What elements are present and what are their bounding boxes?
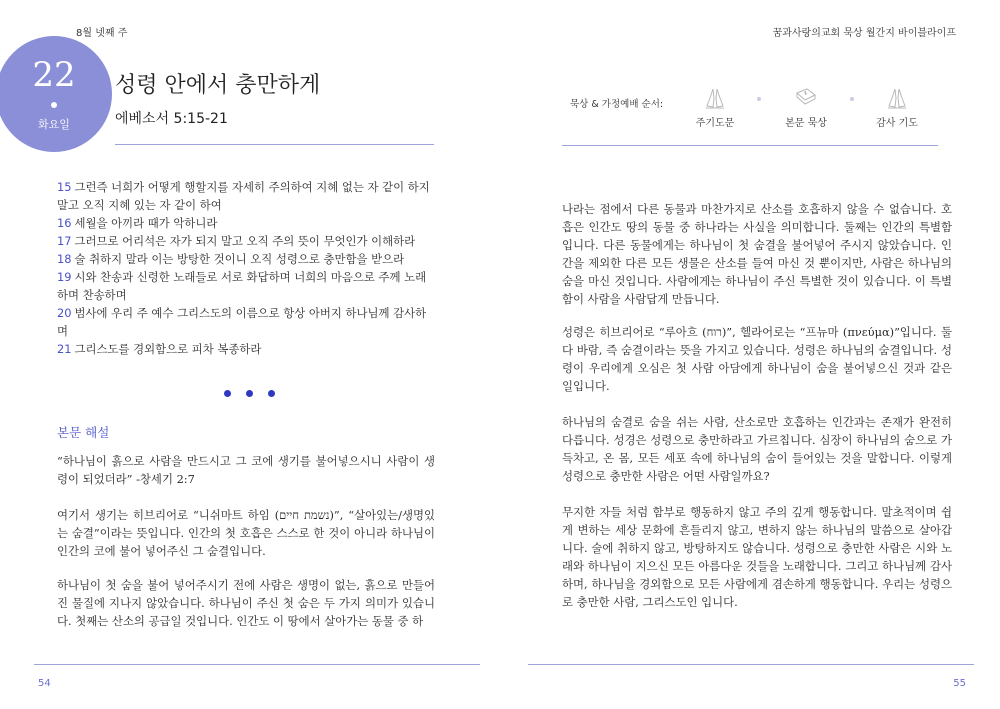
ornament-dot: [246, 390, 253, 397]
verse-number: 18: [57, 252, 72, 266]
praying-hands-icon: [702, 86, 728, 110]
title-divider: [115, 144, 434, 145]
page-title: 성령 안에서 충만하게: [115, 73, 321, 98]
commentary-paragraph: 하나님이 첫 숨을 불어 넣어주시기 전에 사람은 생명이 없는, 흙으로 만들어진 물질에 지나지 않았습니다. 하나님이 주신 첫 숨은 두 가지 의미가 있습니다. 첫째는 산소의 공급일 것입니다. 인간도 이 땅에서 살아가는 동물 중 하: [57, 578, 435, 628]
verse: [57, 214, 435, 232]
bible-icon: [793, 86, 819, 110]
date-badge: [0, 36, 112, 152]
section-ornament: [222, 390, 282, 400]
verse-number: 21: [57, 342, 72, 356]
running-header-left: 8월 넷째 주: [76, 28, 128, 39]
worship-order-label: 묵상 & 가정예배 순서:: [570, 99, 664, 110]
verse-text: 그러므로 어리석은 자가 되지 말고 오직 주의 뜻이 무엇인가 이해하라: [74, 234, 416, 248]
verse-number: 15: [57, 180, 72, 194]
verse: [57, 304, 435, 340]
commentary-paragraph: 무지한 자들 처럼 함부로 행동하지 않고 주의 깊게 행동합니다. 말초적이며 쉽게 변하는 세상 문화에 흔들리지 않고, 변하지 않는 하나님의 말씀으로 살아갑니다. 술에 취하지 않고, 방탕하지도 않습니다. 성령으로 충만한 사람은 시와 노래와 하나님이 지으신 모든 아름다운 것들을 노래합니다. 그리고 하나님께 감사하며, 하나님을 경외함으로 모든 사람에게 겸손하게 행동합니다. 우리는 성령으로 충만한 사람, 그리스도인 입니다.: [562, 505, 952, 609]
date-weekday: 화요일: [38, 118, 70, 131]
scripture-reference: 에베소서 5:15-21: [115, 111, 228, 127]
verse-number: 16: [57, 216, 72, 230]
verse-text: 범사에 우리 주 예수 그리스도의 이름으로 항상 아버지 하나님께 감사하며: [57, 306, 427, 338]
verse-number: 17: [57, 234, 72, 248]
verse-text: 세월을 아끼라 때가 악하니라: [74, 216, 218, 230]
worship-order-divider: [562, 145, 938, 146]
verse-text: 그런즉 너희가 어떻게 행할지를 자세히 주의하여 지혜 없는 자 같이 하지 말고 오직 지혜 있는 자 같이 하여: [57, 180, 430, 212]
worship-step-separator: [757, 97, 761, 101]
verse: [57, 178, 435, 214]
running-header-right: 꿈과사랑의교회 묵상 월간지 바이블라이프: [772, 28, 956, 39]
verse: [57, 232, 435, 250]
ornament-dot: [268, 390, 275, 397]
verse: [57, 340, 435, 358]
ornament-dot: [224, 390, 231, 397]
praying-hands-icon: [884, 86, 910, 110]
commentary-paragraph: 성령은 히브리어로 “루아흐 (רוח)”, 헬라어로는 “프뉴마 (πνεύμα)”입니다. 둘 다 바람, 즉 숨결이라는 뜻을 가지고 있습니다. 성령은 하나님의 숨결입니다. 성령이 우리에게 오심은 첫 사람 아담에게 하나님이 숨을 불어넣으신 것과 같은 일입니다.: [562, 325, 952, 393]
commentary-paragraph: 여기서 생기는 히브리어로 “니쉬마트 하임 (נשמת חיים)”, “살아있는/생명있는 숨결”이라는 뜻입니다. 인간의 첫 호흡은 스스로 한 것이 아니라 하나님이 인간의 코에 불어 넣어주신 그 숨결입니다.: [57, 508, 435, 558]
verse-text: 그리스도를 경외함으로 피차 복종하라: [74, 342, 262, 356]
worship-step-label: 본문 묵상: [785, 118, 827, 129]
verse-number: 19: [57, 270, 72, 284]
verse-number: 20: [57, 306, 72, 320]
worship-step-lords-prayer: [680, 86, 750, 129]
page-number-left: 54: [38, 678, 51, 689]
worship-step-label: 감사 기도: [876, 118, 918, 129]
verse-text: 술 취하지 말라 이는 방탕한 것이니 오직 성령으로 충만함을 받으라: [74, 252, 405, 266]
commentary-paragraph: 나라는 점에서 다른 동물과 마찬가지로 산소를 호흡하지 않을 수 없습니다. 호흡은 인간도 땅의 동물 중 하나라는 사실을 의미합니다. 둘째는 인간의 특별함입니다. 다른 동물에게는 하나님이 첫 숨결을 불어넣어 주시지 않았습니다. 인간을 제외한 다른 모든 생물은 산소를 들여 마신 것 뿐이지만, 사람은 하나님의 숨을 마신 것입니다. 사람에게는 하나님이 주신 특별한 것이 있습니다. 이 특별함이 사람을 사람답게 만듭니다.: [562, 202, 952, 306]
verse: [57, 268, 435, 304]
commentary-heading: 본문 해설: [57, 425, 110, 440]
verse: [57, 250, 435, 268]
date-day-number: 22: [32, 55, 76, 95]
worship-step-separator: [850, 97, 854, 101]
date-dot: [51, 102, 57, 108]
commentary-paragraph: 하나님의 숨결로 숨을 쉬는 사람, 산소로만 호흡하는 인간과는 존재가 완전히 다릅니다. 성경은 성령으로 충만하라고 가르칩니다. 심장이 하나님의 숨으로 가득차고, 온 몸, 모든 세포 속에 하나님의 숨이 들어있는 것을 말합니다. 이렇게 성령으로 충만한 사람은 어떤 사람일까요?: [562, 415, 952, 483]
worship-step-thanksgiving: [862, 86, 932, 129]
worship-step-scripture: [771, 86, 841, 129]
scripture-passage: [57, 178, 435, 358]
footer-rule-right: [528, 664, 974, 665]
page-number-right: 55: [953, 678, 966, 689]
footer-rule-left: [34, 664, 480, 665]
verse-text: 시와 찬송과 신령한 노래들로 서로 화답하며 너희의 마음으로 주께 노래하며 찬송하며: [57, 270, 427, 302]
commentary-paragraph: “하나님이 흙으로 사람을 만드시고 그 코에 생기를 불어넣으시니 사람이 생령이 되었더라” -창세기 2:7: [57, 454, 435, 486]
worship-step-label: 주기도문: [695, 118, 735, 129]
